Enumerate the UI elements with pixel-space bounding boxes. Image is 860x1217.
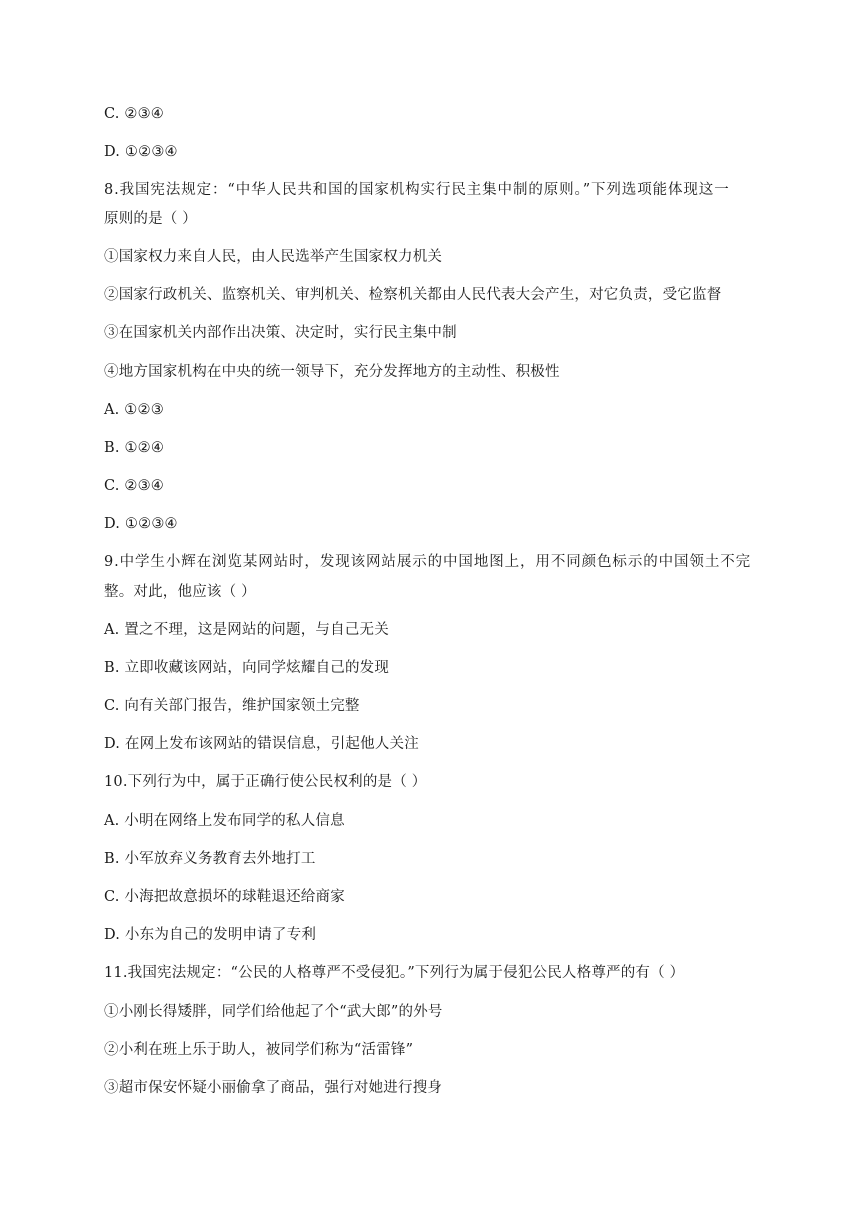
option-d-q8: D. ①②③④ [104, 516, 178, 532]
option-a-q10: A. 小明在网络上发布同学的私人信息 [104, 813, 345, 829]
option-b-q8: B. ①②④ [104, 440, 165, 456]
statement-4-q8: ④地方国家机构在中央的统一领导下，充分发挥地方的主动性、积极性 [104, 364, 560, 380]
statement-1-q8: ①国家权力来自人民，由人民选举产生国家权力机关 [104, 249, 443, 265]
question-9-stem-cont: 整。对此，他应该（ ） [104, 584, 256, 600]
question-8-stem: 8.我国宪法规定：“中华人民共和国的国家机构实行民主集中制的原则。”下列选项能体现这一 [104, 182, 730, 198]
statement-1-q11: ①小刚长得矮胖，同学们给他起了个“武大郎”的外号 [104, 1004, 443, 1020]
option-c-q8: C. ②③④ [104, 478, 164, 494]
statement-3-q11: ③超市保安怀疑小丽偷拿了商品，强行对她进行搜身 [104, 1080, 443, 1096]
option-d-q10: D. 小东为自己的发明申请了专利 [104, 927, 317, 943]
option-d-q9: D. 在网上发布该网站的错误信息，引起他人关注 [104, 736, 419, 752]
question-9-stem: 9.中学生小辉在浏览某网站时，发现该网站展示的中国地图上，用不同颜色标示的中国领土不完 [104, 554, 752, 570]
question-11-stem: 11.我国宪法规定：“公民的人格尊严不受侵犯。”下列行为属于侵犯公民人格尊严的有（ ） [104, 965, 685, 981]
option-a-q8: A. ①②③ [104, 402, 164, 418]
option-c-q9: C. 向有关部门报告，维护国家领土完整 [104, 698, 360, 714]
option-d-q7: D. ①②③④ [104, 144, 178, 160]
option-c-q7: C. ②③④ [104, 106, 164, 122]
option-a-q9: A. 置之不理，这是网站的问题，与自己无关 [104, 622, 389, 638]
option-b-q10: B. 小军放弃义务教育去外地打工 [104, 851, 316, 867]
statement-2-q8: ②国家行政机关、监察机关、审判机关、检察机关都由人民代表大会产生，对它负责，受它监督 [104, 287, 722, 303]
question-10-stem: 10.下列行为中，属于正确行使公民权利的是（ ） [104, 774, 427, 790]
option-b-q9: B. 立即收藏该网站，向同学炫耀自己的发现 [104, 660, 390, 676]
option-c-q10: C. 小海把故意损坏的球鞋退还给商家 [104, 889, 345, 905]
question-8-stem-cont: 原则的是（ ） [104, 211, 198, 227]
statement-2-q11: ②小利在班上乐于助人，被同学们称为“活雷锋” [104, 1042, 414, 1058]
statement-3-q8: ③在国家机关内部作出决策、决定时，实行民主集中制 [104, 325, 457, 341]
